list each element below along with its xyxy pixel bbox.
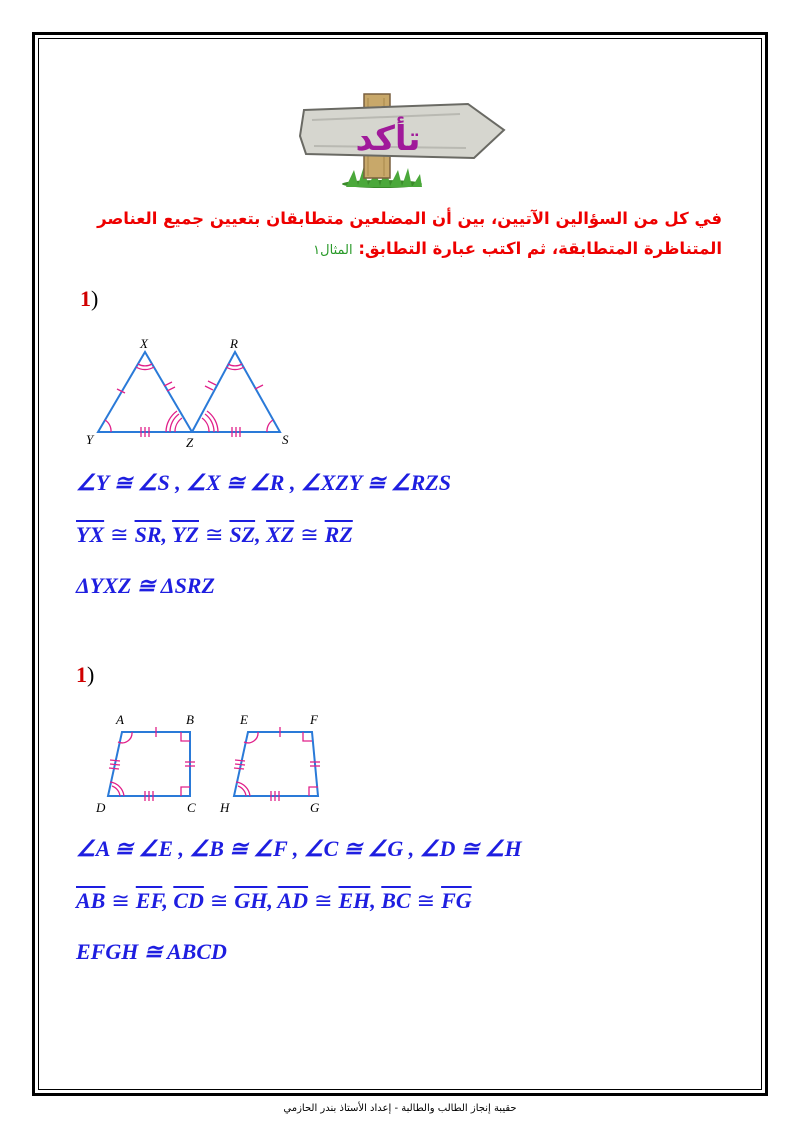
- vertex-label-r: R: [230, 336, 238, 351]
- instructions-line2: [62, 234, 722, 266]
- segment: $\overline{RZ}$: [324, 522, 353, 547]
- separator: ,: [267, 888, 273, 913]
- congruent-symbol: ≅: [300, 522, 319, 547]
- segment: $\overline{SR}$: [134, 522, 162, 547]
- triangles-figure: [84, 334, 304, 460]
- q1-angle-statement: [76, 470, 451, 496]
- segment: $\overline{YX}$: [76, 522, 105, 547]
- congruent-symbol: ≅: [111, 888, 130, 913]
- instructions-line2-text: المتناظرة المتطابقة، ثم اكتب عبارة التطابق:: [358, 239, 722, 258]
- quadrilateral-marks: [109, 727, 320, 801]
- separator: ,: [162, 888, 168, 913]
- example-reference: المثال١: [313, 243, 353, 258]
- segment: $\overline{YZ}$: [172, 522, 199, 547]
- vertex-label-e: E: [240, 712, 248, 727]
- vertex-label-y: Y: [86, 432, 94, 447]
- separator: ,: [161, 522, 167, 547]
- angle-pair: ∠A ≅ ∠E ,: [76, 836, 185, 861]
- separator: ,: [255, 522, 261, 547]
- angle-pair: ∠X ≅ ∠R ,: [186, 470, 296, 495]
- congruent-symbol: ≅: [209, 888, 229, 913]
- segment: $\overline{CD}$: [173, 888, 204, 913]
- question-paren: ): [87, 662, 95, 687]
- page-footer: حقيبة إنجاز الطالب والطالبة - إعداد الأستاذ بندر الحازمي: [283, 1103, 517, 1114]
- question-1-number: [80, 286, 98, 312]
- q1-congruence-statement: ΔYXZ ≅ ΔSRZ: [76, 573, 215, 598]
- separator: ,: [370, 888, 376, 913]
- badge-text: تأكد: [355, 119, 421, 159]
- question-number: 1: [80, 286, 91, 311]
- congruent-symbol: ≅: [204, 522, 224, 547]
- segment: $\overline{AD}$: [277, 888, 309, 913]
- vertex-label-z: Z: [186, 435, 194, 450]
- angle-pair: ∠XZY ≅ ∠RZS: [300, 470, 451, 495]
- q2-angle-statement: [76, 836, 522, 862]
- segment: $\overline{EH}$: [338, 888, 371, 913]
- page-border-inner: [38, 38, 762, 1090]
- congruent-symbol: ≅: [110, 522, 129, 547]
- question-number: 1: [76, 662, 87, 687]
- instructions-line1: في كل من السؤالين الآتيين، بين أن المضلعين متطابقان بتعيين جميع العناصر: [97, 209, 722, 228]
- congruent-symbol: ≅: [416, 888, 436, 913]
- question-2-number: [76, 662, 94, 688]
- vertex-label-s: S: [282, 432, 289, 447]
- vertex-label-h: H: [220, 800, 230, 815]
- angle-pair: ∠Y ≅ ∠S ,: [76, 470, 181, 495]
- angle-pair: ∠C ≅ ∠G ,: [303, 836, 415, 861]
- instructions: [62, 204, 722, 266]
- segment: $\overline{GH}$: [234, 888, 268, 913]
- congruent-symbol: ≅: [314, 888, 333, 913]
- angle-pair: ∠D ≅ ∠H: [419, 836, 522, 861]
- segment: $\overline{FG}$: [441, 888, 472, 913]
- segment: $\overline{EF}$: [135, 888, 163, 913]
- signpost-badge: [296, 92, 510, 192]
- vertex-label-g: G: [310, 800, 320, 815]
- vertex-label-b: B: [186, 712, 194, 727]
- vertex-label-x: X: [140, 336, 148, 351]
- q2-congruence-statement: EFGH ≅ ABCD: [76, 939, 227, 964]
- vertex-label-c: C: [187, 800, 196, 815]
- vertex-label-f: F: [310, 712, 318, 727]
- angle-pair: ∠B ≅ ∠F ,: [189, 836, 299, 861]
- question-paren: ): [91, 286, 99, 311]
- segment: $\overline{BC}$: [381, 888, 411, 913]
- vertex-label-d: D: [96, 800, 106, 815]
- vertex-label-a: A: [116, 712, 124, 727]
- q2-side-statement: [76, 888, 472, 914]
- q1-side-statement: [76, 522, 353, 548]
- segment: $\overline{XZ}$: [266, 522, 295, 547]
- segment: $\overline{AB}$: [76, 888, 106, 913]
- quadrilaterals-figure: [90, 710, 340, 818]
- segment: $\overline{SZ}$: [229, 522, 256, 547]
